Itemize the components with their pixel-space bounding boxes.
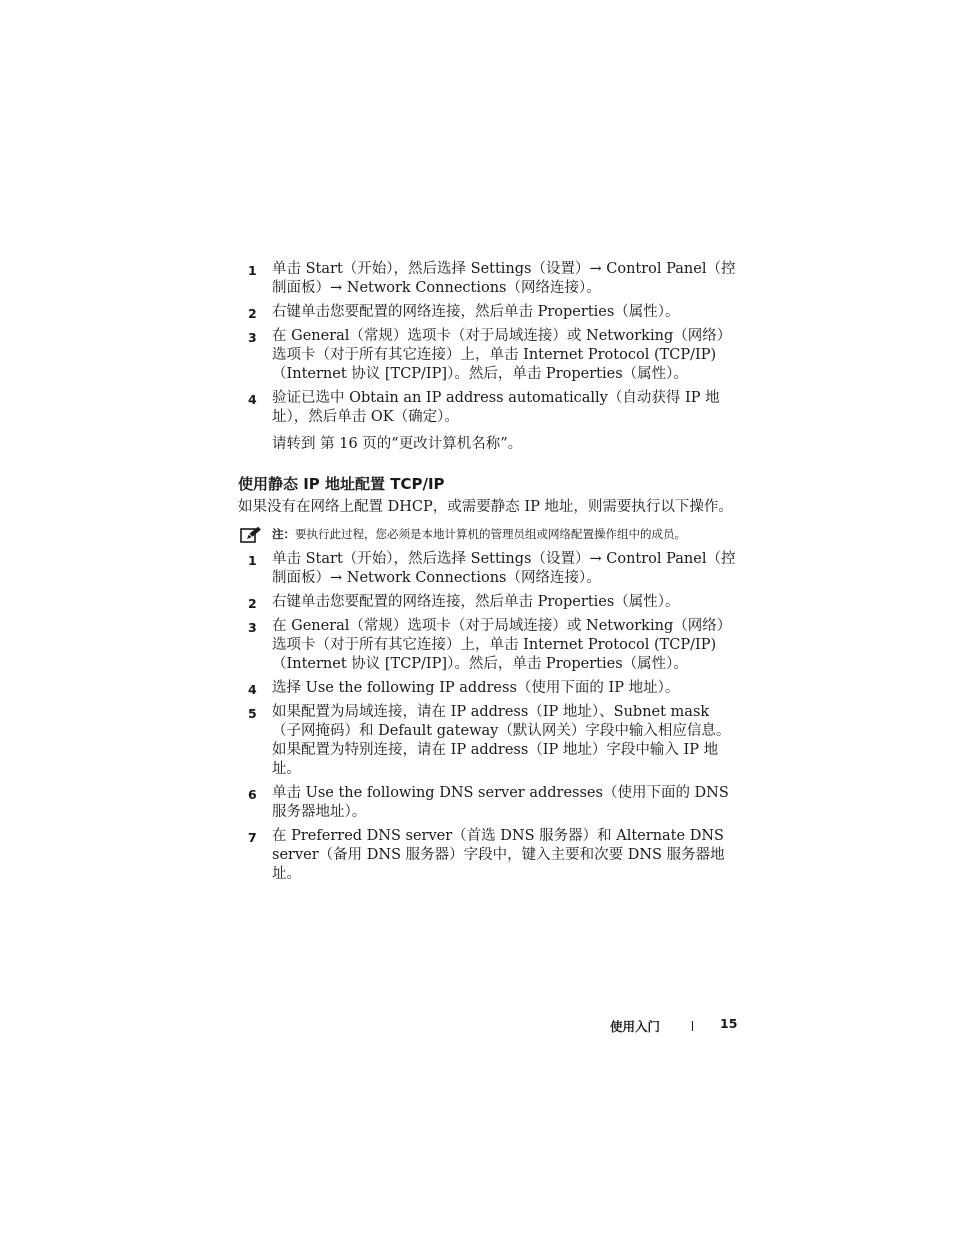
note-label: 注： [272, 527, 295, 541]
step-item [248, 827, 738, 884]
step-text: 单击 Start（开始），然后选择 Settings（设置）→ Control Panel（控制面板）→ Network Connections（网络连接）。 [272, 261, 736, 296]
step-item [248, 679, 738, 698]
page-content [238, 260, 738, 889]
step-item [248, 303, 738, 322]
step-number: 1 [248, 553, 257, 568]
step-number: 3 [248, 620, 257, 635]
step-text: 在 General（常规）选项卡（对于局域连接）或 Networking（网络）选项卡（对于所有其它连接）上，单击 Internet Protocol (TCP/IP)（Internet 协议 [TCP/IP]）。然后，单击 Properties（属性）。 [272, 328, 732, 382]
page-footer [600, 1015, 740, 1035]
step-item [248, 389, 738, 427]
step-text: 右键单击您要配置的网络连接，然后单击 Properties（属性）。 [272, 594, 680, 610]
step-number: 4 [248, 682, 257, 697]
footer-divider [692, 1021, 693, 1031]
step-number: 5 [248, 706, 257, 721]
steps-list-static [248, 550, 738, 884]
step-number: 4 [248, 392, 257, 407]
step-text: 单击 Start（开始），然后选择 Settings（设置）→ Control Panel（控制面板）→ Network Connections（网络连接）。 [272, 551, 736, 586]
step-text: 在 General（常规）选项卡（对于局域连接）或 Networking（网络）选项卡（对于所有其它连接）上，单击 Internet Protocol (TCP/IP)（Internet 协议 [TCP/IP]）。然后，单击 Properties（属性）。 [272, 618, 732, 672]
step-item [248, 550, 738, 588]
step-text: 右键单击您要配置的网络连接，然后单击 Properties（属性）。 [272, 304, 680, 320]
step-item [248, 327, 738, 384]
note-text: 要执行此过程，您必须是本地计算机的管理员组或网络配置操作组中的成员。 [295, 527, 686, 541]
note-box [248, 526, 738, 543]
step-text: 在 Preferred DNS server（首选 DNS 服务器）和 Alternate DNS server（备用 DNS 服务器）字段中，键入主要和次要 DNS 服务器地址。 [272, 828, 725, 882]
page-number: 15 [720, 1016, 738, 1031]
step-number: 3 [248, 330, 257, 345]
step-text: 如果配置为局域连接，请在 IP address（IP 地址）、Subnet mask（子网掩码）和 Default gateway（默认网关）字段中输入相应信息。如果配置为特别连接，请在 IP address（IP 地址）字段中输入 IP 地址。 [272, 704, 731, 777]
step-item [248, 617, 738, 674]
steps-list-dhcp [248, 260, 738, 427]
step-text: 验证已选中 Obtain an IP address automatically（自动获得 IP 地址），然后单击 OK（确定）。 [272, 390, 720, 425]
step-number: 2 [248, 596, 257, 611]
step-item [248, 593, 738, 612]
step-item [248, 784, 738, 822]
step-text: 单击 Use the following DNS server addresses（使用下面的 DNS 服务器地址）。 [272, 785, 729, 820]
pencil-note-icon [240, 526, 262, 544]
section-intro: 如果没有在网络上配置 DHCP，或需要静态 IP 地址，则需要执行以下操作。 [238, 499, 733, 515]
step-text: 选择 Use the following IP address（使用下面的 IP 地址）。 [272, 680, 680, 696]
step-item [248, 260, 738, 298]
section-heading: 使用静态 IP 地址配置 TCP/IP [238, 475, 445, 493]
step-number: 6 [248, 787, 257, 802]
step-number: 7 [248, 830, 257, 845]
footer-chapter-title: 使用入门 [610, 1019, 661, 1034]
cross-reference-text: 请转到 第 16 页的“更改计算机名称”。 [272, 436, 523, 452]
step-number: 2 [248, 306, 257, 321]
step-number: 1 [248, 263, 257, 278]
step-item [248, 703, 738, 779]
